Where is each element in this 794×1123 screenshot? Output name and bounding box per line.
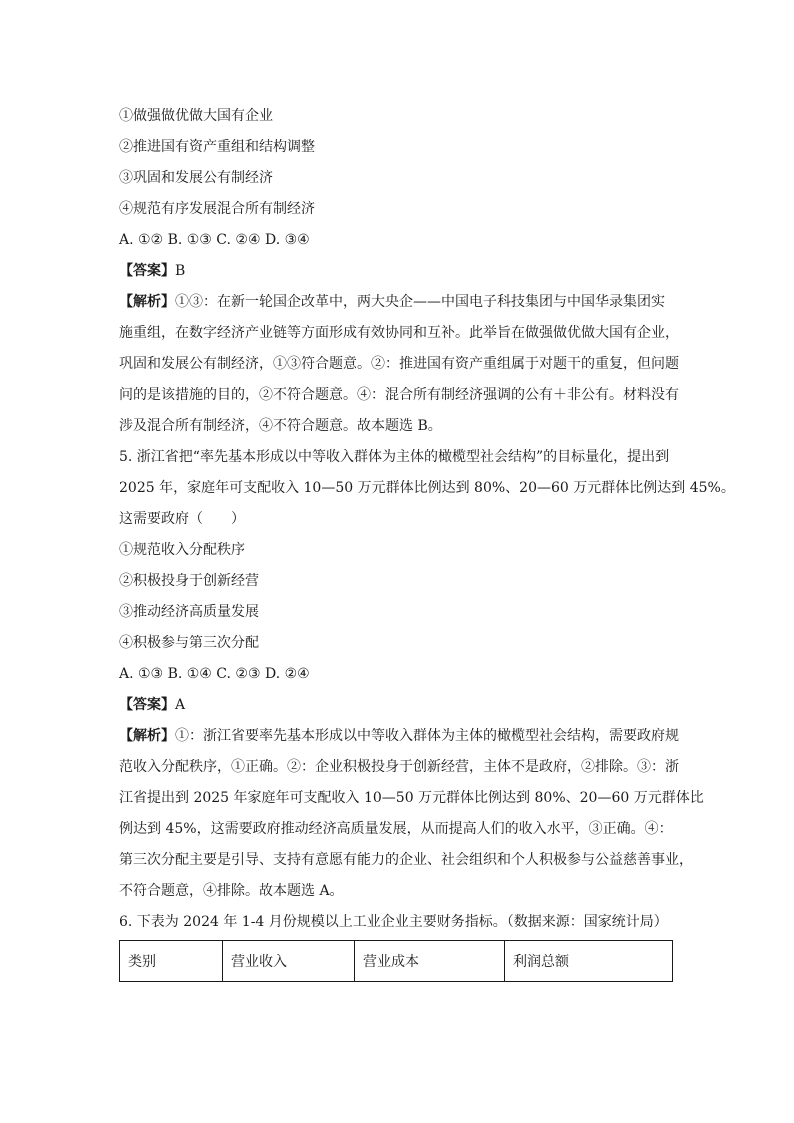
q4-options: A. ①② B. ①③ C. ②④ D. ③④	[119, 232, 310, 248]
analysis-line: 第三次分配主要是引导、支持有意愿有能力的企业、社会组织和个人积极参与公益慈善事业，	[119, 852, 693, 868]
q5-item: ②积极投身于创新经营	[119, 573, 259, 589]
analysis-line: 例达到 45%，这需要政府推动经济高质量发展，从而提高人们的收入水平，③正确。④：	[119, 821, 673, 837]
document-content	[119, 101, 735, 982]
q5-stem-line: 5. 浙江省把“率先基本形成以中等收入群体为主体的橄榄型社会结构”的目标量化，提出到	[119, 449, 670, 465]
analysis-line: 江省提出到 2025 年家庭年可支配收入 10—50 万元群体比例达到 80%、20—60 万元群体比	[119, 790, 704, 806]
q5-options: A. ①③ B. ①④ C. ②③ D. ②④	[119, 666, 310, 682]
analysis-text: ①③：在新一轮国企改革中，两大央企——中国电子科技集团与中国华录集团实	[175, 294, 665, 310]
q5-items	[119, 535, 679, 659]
analysis-line: 涉及混合所有制经济，④不符合题意。故本题选 B。	[119, 418, 442, 434]
answer-label: 【答案】	[119, 263, 175, 279]
answer-value: B	[175, 263, 186, 279]
q5-item: ③推动经济高质量发展	[119, 604, 259, 620]
q5-stem-line: 这需要政府（ ）	[119, 511, 245, 527]
q5-item: ④积极参与第三次分配	[119, 635, 259, 651]
analysis-line: 巩固和发展公有制经济，①③符合题意。②：推进国有资产重组属于对题干的重复，但问题	[119, 356, 679, 372]
answer-value: A	[175, 697, 186, 713]
financial-indicators-table	[119, 940, 673, 982]
answer-label: 【答案】	[119, 697, 175, 713]
analysis-label: 【解析】	[119, 294, 175, 310]
table-header-cell: 利润总额	[505, 941, 673, 982]
analysis-line: 问的是该措施的目的，②不符合题意。④：混合所有制经济强调的公有＋非公有。材料没有	[119, 387, 679, 403]
q4-item: ④规范有序发展混合所有制经济	[119, 201, 315, 217]
q4-item: ③巩固和发展公有制经济	[119, 170, 273, 186]
analysis-line: 范收入分配秩序，①正确。②：企业积极投身于创新经营，主体不是政府，②排除。③：浙	[119, 759, 679, 775]
q4-answer	[119, 256, 679, 287]
q4-item: ①做强做优做大国有企业	[119, 108, 273, 124]
q4-analysis	[119, 287, 679, 442]
q6-stem: 6. 下表为 2024 年 1-4 月份规模以上工业企业主要财务指标。（数据来源：国家统计局）	[119, 914, 668, 930]
q4-item: ②推进国有资产重组和结构调整	[119, 139, 315, 155]
q5-stem-line: 2025 年，家庭年可支配收入 10—50 万元群体比例达到 80%、20—60 万元群体比例达到 45%。	[119, 480, 735, 496]
analysis-line	[119, 287, 679, 318]
analysis-line	[119, 721, 679, 752]
q5-item: ①规范收入分配秩序	[119, 542, 245, 558]
table-header-cell: 营业成本	[355, 941, 505, 982]
table-header-row	[120, 941, 673, 982]
table-header-cell: 类别	[120, 941, 223, 982]
analysis-line: 不符合题意，④排除。故本题选 A。	[119, 883, 344, 899]
analysis-text: ①：浙江省要率先基本形成以中等收入群体为主体的橄榄型社会结构，需要政府规	[175, 728, 679, 744]
analysis-line: 施重组，在数字经济产业链等方面形成有效协同和互补。此举旨在做强做优做大国有企业，	[119, 325, 679, 341]
table-header-cell: 营业收入	[223, 941, 355, 982]
q5-answer	[119, 690, 679, 721]
q4-items	[119, 101, 679, 225]
q5-stem	[119, 442, 735, 535]
q5-analysis	[119, 721, 704, 907]
analysis-label: 【解析】	[119, 728, 175, 744]
